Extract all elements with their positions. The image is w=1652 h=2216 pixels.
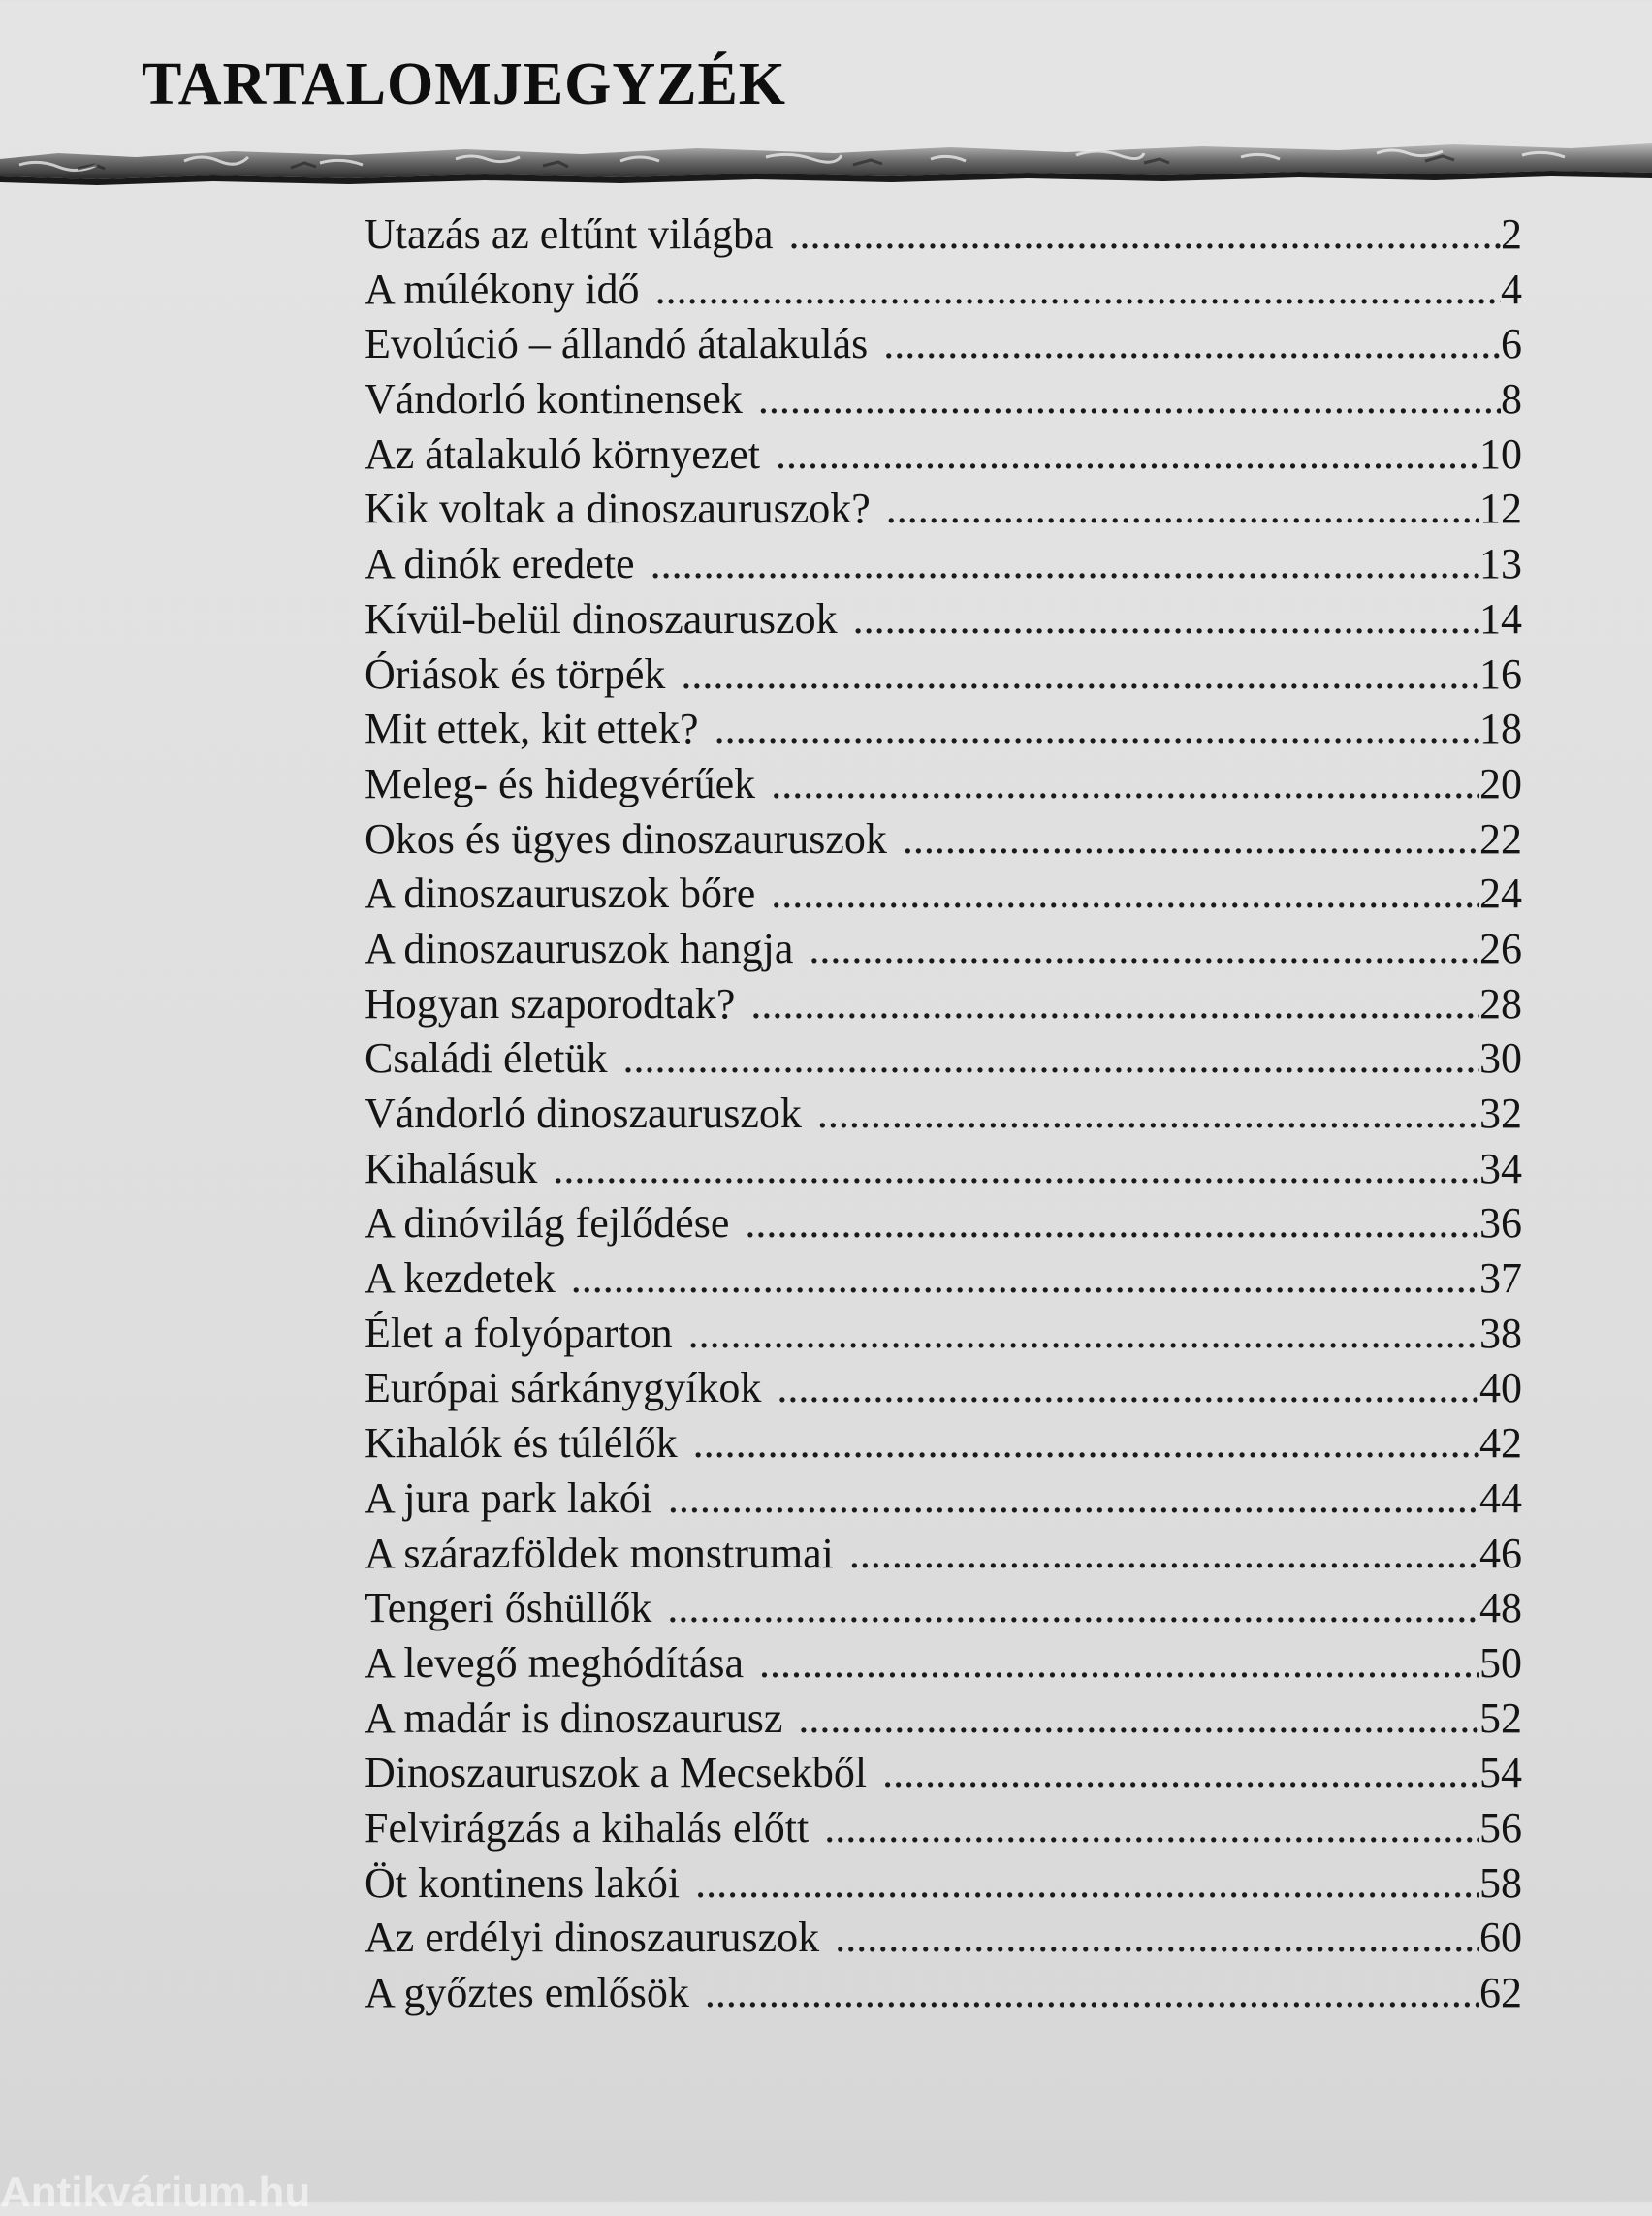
toc-entry-page-number: 32 [1479,1090,1522,1137]
toc-entry-page-number: 50 [1479,1638,1522,1687]
table-of-contents [365,207,1522,2021]
toc-entry [365,757,1522,812]
toc-entry-title: Evolúció – állandó átalakulás [365,320,869,368]
toc-entry [365,867,1522,922]
toc-dot-leader [903,812,1479,868]
toc-entry-title: A győztes emlősök [365,1969,689,2016]
toc-entry-title: Európai sárkánygyíkok [365,1364,762,1412]
toc-entry-title: Kik voltak a dinoszauruszok? [365,485,871,533]
toc-entry-page-number: 44 [1479,1473,1522,1522]
toc-dot-leader [835,1911,1479,1966]
toc-entry [365,1801,1522,1856]
toc-entry [365,648,1522,703]
toc-entry [365,1251,1522,1307]
toc-entry-page-number: 56 [1479,1803,1522,1852]
toc-entry-page-number: 62 [1479,1969,1522,2016]
toc-entry-page-number: 36 [1479,1199,1522,1248]
decorative-stone-band [0,136,1652,190]
toc-entry [365,1142,1522,1197]
toc-entry-title: Meleg- és hidegvérűek [365,759,756,807]
toc-entry-page-number: 54 [1479,1749,1522,1797]
toc-entry-page-number: 58 [1479,1858,1522,1907]
toc-entry [365,263,1522,318]
toc-entry-page-number: 4 [1501,265,1522,313]
toc-entry-page-number: 28 [1479,979,1522,1028]
toc-entry-title: Családi életük [365,1034,608,1083]
toc-entry-page-number: 38 [1479,1309,1522,1357]
toc-entry-page-number: 12 [1479,485,1522,533]
toc-entry-title: Kívül-belül dinoszauruszok [365,594,838,643]
toc-entry-page-number: 37 [1479,1254,1522,1303]
toc-dot-leader [776,427,1479,483]
toc-dot-leader [571,1251,1479,1307]
toc-entry-title: Mit ettek, kit ettek? [365,705,699,753]
toc-entry-page-number: 34 [1479,1144,1522,1192]
toc-entry [365,372,1522,427]
toc-entry [365,1527,1522,1582]
toc-entry [365,977,1522,1032]
watermark: Antikvárium.hu [0,2169,311,2216]
toc-entry-title: A múlékony idő [365,265,640,313]
toc-entry-page-number: 30 [1479,1034,1522,1083]
toc-entry-title: Felvirágzás a kihalás előtt [365,1803,810,1852]
toc-dot-leader [771,757,1479,812]
toc-entry-title: Okos és ügyes dinoszauruszok [365,814,887,863]
toc-dot-leader [777,1361,1479,1416]
toc-entry-page-number: 13 [1479,540,1522,588]
toc-entry-title: Óriások és törpék [365,649,666,698]
toc-dot-leader [882,1746,1479,1801]
toc-entry-title: Vándorló dinoszauruszok [365,1090,802,1137]
toc-dot-leader [715,702,1479,757]
toc-entry-page-number: 14 [1479,594,1522,643]
toc-entry-title: A dinoszauruszok hangja [365,924,794,972]
toc-entry [365,1692,1522,1747]
toc-dot-leader [651,537,1479,592]
toc-dot-leader [553,1142,1479,1197]
toc-entry-title: A dinók eredete [365,540,635,588]
toc-entry-page-number: 10 [1479,429,1522,478]
toc-entry [365,812,1522,868]
toc-dot-leader [655,263,1501,318]
toc-entry [365,207,1522,263]
toc-dot-leader [853,592,1479,648]
toc-entry-title: A dinoszauruszok bőre [365,870,756,918]
toc-entry-page-number: 52 [1479,1694,1522,1742]
toc-dot-leader [668,1472,1479,1527]
toc-dot-leader [705,1966,1479,2021]
toc-entry [365,427,1522,483]
toc-entry [365,922,1522,977]
toc-entry-title: Tengeri őshüllők [365,1584,652,1632]
toc-entry [365,317,1522,372]
toc-entry-page-number: 16 [1479,649,1522,698]
toc-entry-page-number: 40 [1479,1364,1522,1412]
toc-dot-leader [623,1031,1480,1087]
toc-entry-title: Hogyan szaporodtak? [365,979,736,1028]
toc-entry-page-number: 42 [1479,1419,1522,1468]
toc-dot-leader [681,648,1479,703]
toc-entry [365,1636,1522,1692]
toc-entry-title: Utazás az eltűnt világba [365,210,774,258]
toc-entry-title: Öt kontinens lakói [365,1858,681,1907]
toc-entry [365,1856,1522,1912]
toc-dot-leader [788,207,1501,263]
toc-dot-leader [886,482,1479,537]
toc-dot-leader [693,1416,1479,1472]
toc-entry-page-number: 26 [1479,924,1522,972]
toc-entry-page-number: 20 [1479,759,1522,807]
toc-entry-title: A levegő meghódítása [365,1638,745,1687]
toc-dot-leader [688,1307,1479,1362]
toc-entry-title: A madár is dinoszaurusz [365,1694,783,1742]
toc-entry-title: Az erdélyi dinoszauruszok [365,1914,820,1962]
toc-dot-leader [798,1692,1479,1747]
toc-dot-leader [817,1087,1479,1142]
toc-entry-page-number: 60 [1479,1914,1522,1962]
toc-entry-page-number: 8 [1501,375,1522,424]
toc-entry [365,1416,1522,1472]
toc-dot-leader [759,1636,1479,1692]
toc-entry-title: Az átalakuló környezet [365,429,761,478]
toc-entry [365,482,1522,537]
toc-entry-title: A jura park lakói [365,1473,652,1522]
toc-entry-title: Kihalók és túlélők [365,1419,678,1468]
toc-entry-title: Kihalásuk [365,1144,538,1192]
toc-entry [365,1361,1522,1416]
toc-entry-page-number: 24 [1479,870,1522,918]
toc-dot-leader [758,372,1501,427]
toc-entry-title: A dinóvilág fejlődése [365,1199,730,1248]
toc-entry-page-number: 6 [1501,320,1522,368]
toc-dot-leader [771,867,1479,922]
toc-dot-leader [849,1527,1479,1582]
toc-entry-page-number: 22 [1479,814,1522,863]
toc-entry-page-number: 2 [1501,210,1522,258]
toc-entry-page-number: 18 [1479,705,1522,753]
toc-entry-title: Dinoszauruszok a Mecsekből [365,1749,868,1797]
toc-entry-title: Élet a folyóparton [365,1309,673,1357]
toc-entry-page-number: 46 [1479,1529,1522,1577]
toc-entry [365,1966,1522,2021]
toc-dot-leader [824,1801,1479,1856]
toc-dot-leader [695,1856,1479,1912]
toc-entry [365,1307,1522,1362]
toc-entry [365,537,1522,592]
toc-entry [365,702,1522,757]
page-title: TARTALOMJEGYZÉK [142,51,787,117]
toc-dot-leader [809,922,1479,977]
toc-entry-title: A kezdetek [365,1254,556,1303]
toc-entry [365,1581,1522,1636]
toc-entry [365,1196,1522,1251]
toc-entry [365,1031,1522,1087]
toc-entry-title: Vándorló kontinensek [365,375,743,424]
toc-dot-leader [750,977,1479,1032]
toc-entry [365,1911,1522,1966]
toc-entry-page-number: 48 [1479,1584,1522,1632]
toc-entry [365,592,1522,648]
toc-entry [365,1087,1522,1142]
toc-entry [365,1472,1522,1527]
toc-entry [365,1746,1522,1801]
toc-dot-leader [745,1196,1479,1251]
toc-dot-leader [667,1581,1479,1636]
toc-dot-leader [883,317,1501,372]
toc-entry-title: A szárazföldek monstrumai [365,1529,834,1577]
